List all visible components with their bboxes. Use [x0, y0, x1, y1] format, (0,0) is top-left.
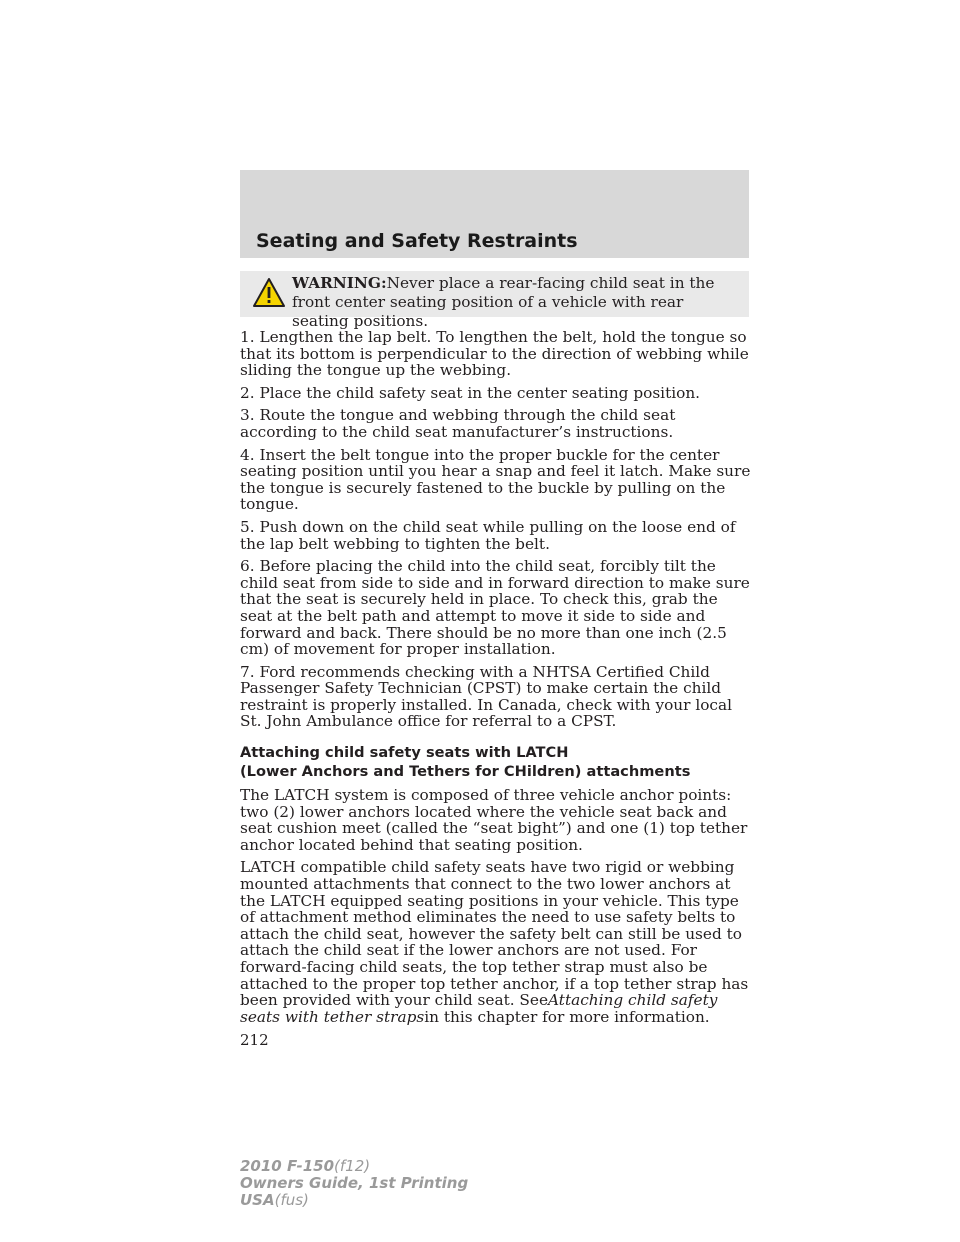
footer-line-1 — [240, 1158, 468, 1175]
section-title: Seating and Safety Restraints — [256, 230, 578, 252]
footer-model: 2010 F-150 — [240, 1157, 335, 1175]
warning-message: Never place a rear-facing child seat in the front center seating position of a vehicle with rear seating positions. — [292, 274, 715, 330]
page-content — [240, 329, 752, 1049]
page-number: 212 — [240, 1031, 269, 1050]
step-4: 4. Insert the belt tongue into the proper buckle for the center seating position until you hear a snap and feel it latch. Make sure the tongue is securely fastened to the buckle by pulling on the tongue. — [240, 445, 751, 514]
footer-line-3 — [240, 1192, 468, 1209]
step-6: 6. Before placing the child into the child seat, forcibly tilt the child seat from side to side and in forward direction to make sure that the seat is securely held in place. To check this, grab the seat at the belt path and attempt to move it side to side and forward and back. There should be no more than one inch (2.5 cm) of movement for proper installation. — [240, 557, 750, 659]
latch-heading-line-1: Attaching child safety seats with LATCH — [240, 744, 569, 762]
step-5: 5. Push down on the child seat while pulling on the loose end of the lap belt webbing to tighten the belt. — [240, 517, 736, 553]
section-header-band — [240, 170, 749, 258]
step-3: 3. Route the tongue and webbing through the child seat according to the child seat manufacturer’s instructions. — [240, 406, 676, 441]
step-2: 2. Place the child safety seat in the center seating position. — [240, 383, 701, 402]
latch-paragraph-2-end: in this chapter for more information. — [424, 1007, 710, 1026]
step-1: 1. Lengthen the lap belt. To lengthen the belt, hold the tongue so that its bottom is perpendicular to the direction of webbing while sliding the tongue up the webbing. — [240, 328, 749, 380]
latch-section-heading — [240, 744, 752, 781]
warning-label: WARNING: — [292, 274, 387, 292]
print-footer — [240, 1158, 468, 1209]
footer-market-code: (fus) — [274, 1191, 309, 1209]
latch-heading-line-2: (Lower Anchors and Tethers for CHildren) attachments — [240, 762, 691, 780]
footer-model-code: (f12) — [334, 1157, 371, 1175]
warning-triangle-icon — [252, 276, 286, 310]
latch-paragraph-1: The LATCH system is composed of three vehicle anchor points: two (2) lower anchors located where the vehicle seat back and seat cushion meet (called the “seat bight”) and one (1) top tether anchor located behind that seating position. — [240, 786, 748, 854]
warning-text — [292, 274, 744, 331]
footer-guide: Owners Guide, 1st Printing — [240, 1174, 469, 1192]
latch-paragraph-2 — [240, 859, 752, 1025]
cross-reference-link: Attaching child safety seats with tether straps — [240, 991, 718, 1026]
footer-market: USA — [240, 1191, 275, 1209]
step-7: 7. Ford recommends checking with a NHTSA Certified Child Passenger Safety Technician (CPST) to make certain the child restraint is properly installed. In Canada, check with your local St. John Ambulance office for referral to a CPST. — [240, 662, 733, 731]
warning-box — [240, 271, 749, 330]
latch-paragraph-2-text: LATCH compatible child safety seats have two rigid or webbing mounted attachments that connect to the two lower anchors at the LATCH equipped seating positions in your vehicle. This type of attachment method eliminates the need to use safety belts to attach the child seat, however the safety belt can still be used to attach the child seat if the lower anchors are not used. For forward-facing child seats, the top tether strap must also be attached to the proper top tether anchor, if a top tether strap has been provided with your child seat. See — [240, 858, 749, 1010]
